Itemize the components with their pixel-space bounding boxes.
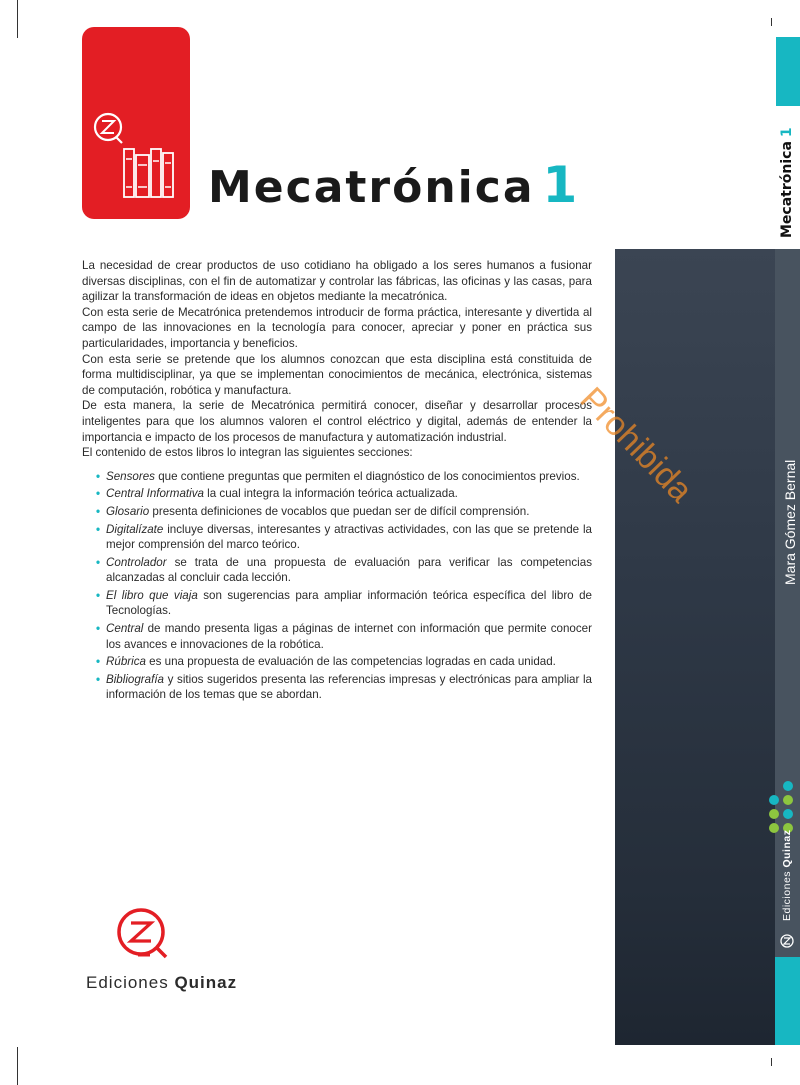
book-volume: 1: [542, 156, 580, 214]
dot: [783, 795, 793, 805]
dot: [769, 795, 779, 805]
paragraph: La necesidad de crear productos de uso cotidiano ha obligado a los seres humanos a fusionar diversas disciplinas, con el fin de automatizar y controlar las fábricas, las oficinas y las casas, para agilizar la transformación de ideas en objetos mediante la mecatrónica.: [82, 259, 592, 304]
quinaz-logo-icon: [114, 905, 174, 965]
back-cover-text: [82, 258, 592, 705]
crop-mark: [17, 1047, 18, 1085]
crop-mark: [771, 18, 772, 26]
dot: [769, 823, 779, 833]
paragraph: Con esta serie se pretende que los alumnos conozcan que esta disciplina está constituida de forma multidisciplinar, ya que se implementan conocimientos de mecánica, electrónica, sistemas de computación, robótica y manufactura.: [82, 352, 592, 397]
spine-top-accent: [776, 37, 800, 106]
list-item: • Sensores que contiene preguntas que permiten el diagnóstico de los conocimientos previos.: [106, 469, 592, 485]
book-title: [208, 156, 580, 214]
books-logo-icon: [82, 27, 190, 219]
paragraph: De esta manera, la serie de Mecatrónica permitirá conocer, diseñar y desarrollar procesos inteligentes para que los alumnos valoren el control eléctrico y digital, además de entender la importancia e impacto de los procesos de manufactura y automatización industrial.: [82, 399, 592, 444]
crop-mark: [17, 0, 18, 38]
list-item: • Rúbrica es una propuesta de evaluación de las competencias logradas en cada unidad.: [106, 654, 592, 670]
spine-bottom-accent: [775, 957, 800, 1045]
list-item: • Controlador se trata de una propuesta de evaluación para verificar las competencias alcanzadas al concluir cada lección.: [106, 555, 592, 586]
book-title-text: Mecatrónica: [208, 162, 535, 213]
list-item: • Digitalízate incluye diversas, interesantes y atractivas actividades, con las que se pretende la mejor comprensión del marco teórico.: [106, 522, 592, 553]
paragraph: El contenido de estos libros lo integran las siguientes secciones:: [82, 446, 413, 460]
spine-panel: [615, 249, 800, 1045]
list-item: • El libro que viaja son sugerencias para ampliar información teórica específica del libro de Tecnologías.: [106, 588, 592, 619]
sections-list: [82, 469, 592, 703]
publisher-name: Ediciones Quinaz: [86, 973, 238, 992]
dot: [769, 809, 779, 819]
dot: [783, 809, 793, 819]
list-item: • Bibliografía y sitios sugeridos presenta las referencias impresas y electrónicas para ampliar la información de los temas que se abordan.: [106, 672, 592, 703]
list-item: • Central de mando presenta ligas a páginas de internet con información que permite conocer los avances e innovaciones de la robótica.: [106, 621, 592, 652]
crop-mark: [771, 1058, 772, 1066]
spine-publisher: Ediciones Quinaz: [781, 829, 793, 921]
spine-title: Mecatrónica1: [779, 127, 795, 238]
author-name: Mara Gómez Bernal: [782, 459, 798, 585]
paragraph: Con esta serie de Mecatrónica pretendemos introducir de forma práctica, interesante y divertida al campo de las innovaciones en la tecnología para conocer, apreciar y poner en práctica sus particularidades, importancia y beneficios.: [82, 305, 592, 350]
spine-publisher-logo-icon: [779, 933, 795, 949]
dot: [783, 781, 793, 791]
series-logo-tile: [82, 27, 190, 219]
list-item: • Central Informativa la cual integra la información teórica actualizada.: [106, 486, 592, 502]
watermark: Prohibida: [572, 380, 700, 510]
list-item: • Glosario presenta definiciones de vocablos que puedan ser de difícil comprensión.: [106, 504, 592, 520]
